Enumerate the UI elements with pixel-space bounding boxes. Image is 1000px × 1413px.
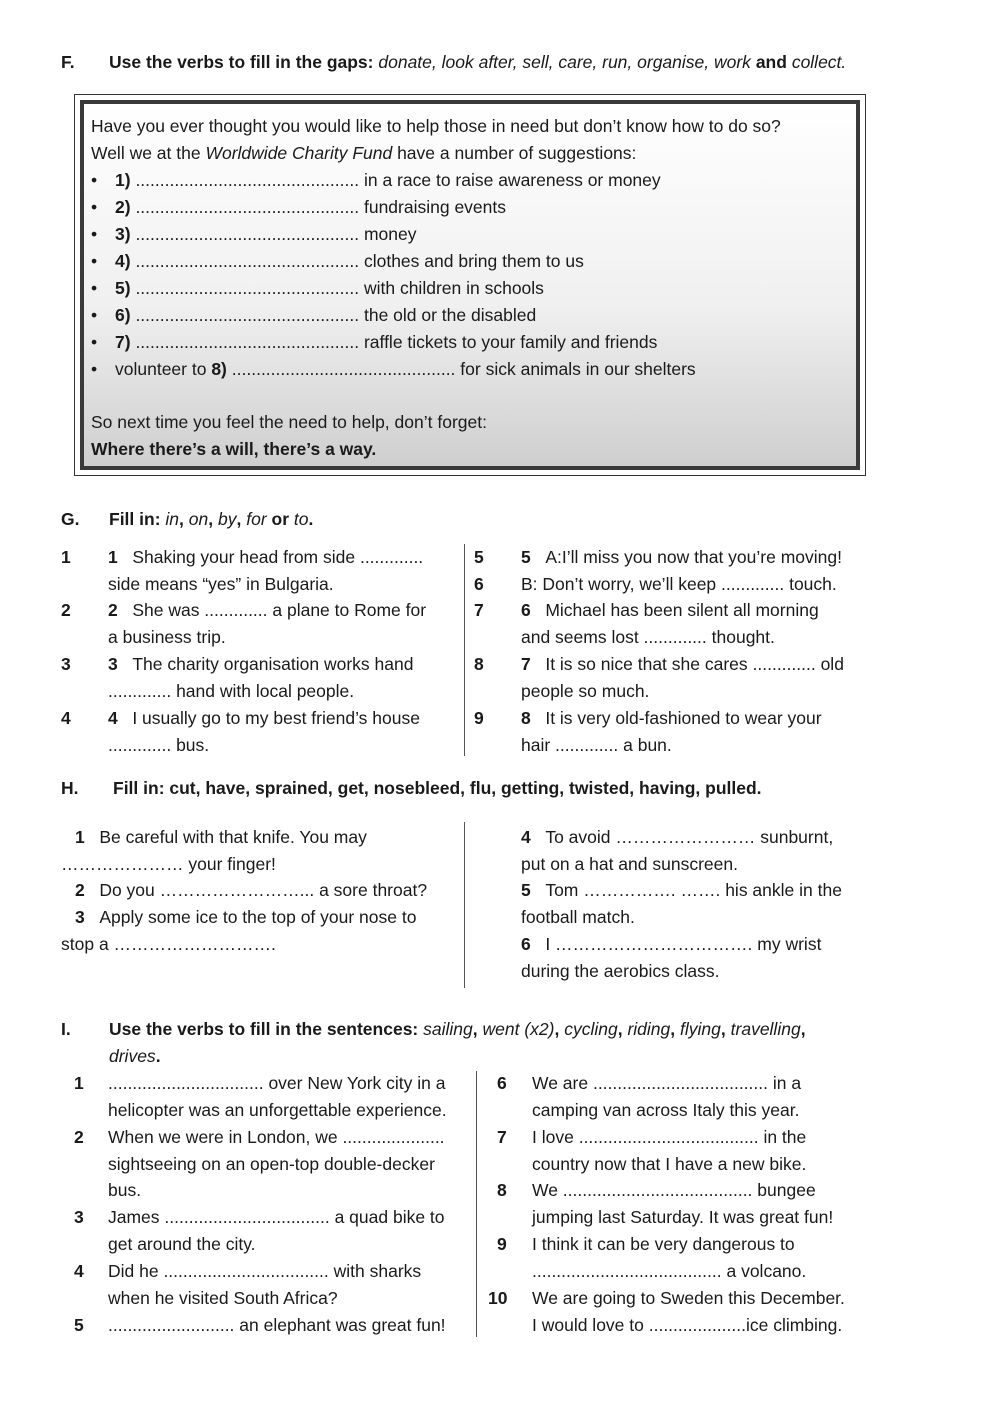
g-outer-number: 1 bbox=[61, 547, 71, 567]
g-item-number: 1 bbox=[108, 547, 118, 567]
h-item-text: Apply some ice to the top of your nose to bbox=[99, 907, 417, 927]
bullet-icon: • bbox=[91, 251, 98, 271]
g-item-5-line-2: B: Don’t worry, we’ll keep ............. touch. bbox=[521, 574, 837, 594]
gap-item-text: in a race to raise awareness or money bbox=[363, 170, 661, 190]
i-item-4-line-1: Did he .................................. with sharks bbox=[108, 1261, 422, 1281]
bullet-icon: • bbox=[91, 359, 98, 379]
g-item-text: I usually go to my best friend’s house bbox=[132, 708, 420, 728]
i-item-number: 8 bbox=[497, 1180, 507, 1200]
g-item-8-line-2: hair ............. a bun. bbox=[521, 735, 672, 755]
charity-intro-suffix: have a number of suggestions: bbox=[397, 143, 637, 163]
i-item-1-line-2: helicopter was an unforgettable experience. bbox=[108, 1100, 447, 1120]
i-item-4-line-2: when he visited South Africa? bbox=[108, 1288, 338, 1308]
h-item-text: To avoid …………………… sunburnt, bbox=[545, 827, 834, 847]
i-item-5-line-1: .......................... an elephant was great fun! bbox=[108, 1315, 446, 1335]
h-item-text: Tom ……………. ……. his ankle in the bbox=[545, 880, 842, 900]
i-item-8-line-1: We ....................................... bungee bbox=[532, 1180, 816, 1200]
section-i-separator: , bbox=[800, 1019, 806, 1039]
g-item-4-line-1 bbox=[108, 705, 420, 732]
g-item-number: 7 bbox=[521, 654, 531, 674]
g-outer-number: 8 bbox=[474, 654, 484, 674]
gap-item-text: raffle tickets to your family and friends bbox=[363, 332, 658, 352]
section-i-separator: , bbox=[554, 1019, 560, 1039]
g-item-7-line-1 bbox=[521, 651, 844, 678]
g-item-number: 4 bbox=[108, 708, 118, 728]
i-item-8-line-2: jumping last Saturday. It was great fun! bbox=[532, 1207, 834, 1227]
charity-intro-line-2 bbox=[91, 140, 636, 167]
h-item-2-line-1 bbox=[75, 877, 427, 904]
g-item-5-line-1 bbox=[521, 544, 842, 571]
section-g-separator: , bbox=[179, 509, 184, 529]
h-item-1-line-1 bbox=[75, 824, 367, 851]
charity-closing-line: So next time you feel the need to help, don’t forget: bbox=[91, 412, 487, 432]
bullet-icon: • bbox=[91, 278, 98, 298]
section-g-separator: , bbox=[236, 509, 242, 529]
section-f-verbs: donate, look after, sell, care, run, organise, work bbox=[378, 52, 751, 72]
g-item-1-line-1 bbox=[108, 544, 423, 571]
section-i-label: Use the verbs to fill in the sentences: bbox=[109, 1019, 419, 1039]
g-item-text: She was ............. a plane to Rome for bbox=[132, 600, 427, 620]
g-outer-number: 3 bbox=[61, 654, 71, 674]
h-item-6-line-2: during the aerobics class. bbox=[521, 961, 720, 981]
g-outer-number: 7 bbox=[474, 600, 484, 620]
column-divider bbox=[476, 1071, 477, 1337]
gap-item-number: 1) bbox=[115, 170, 131, 190]
h-item-text: Be careful with that knife. You may bbox=[99, 827, 367, 847]
gap-item-blank: .............................................. bbox=[135, 197, 360, 217]
gap-item-text: the old or the disabled bbox=[363, 305, 537, 325]
g-item-text: Shaking your head from side ............. bbox=[132, 547, 424, 567]
g-outer-number: 4 bbox=[61, 708, 71, 728]
h-item-text: Do you ……………………... a sore throat? bbox=[99, 880, 428, 900]
g-item-text: It is very old-fashioned to wear your bbox=[545, 708, 822, 728]
h-item-number: 6 bbox=[521, 934, 531, 954]
g-item-number: 3 bbox=[108, 654, 118, 674]
g-outer-number: 5 bbox=[474, 547, 484, 567]
h-item-number: 1 bbox=[75, 827, 85, 847]
i-item-number: 9 bbox=[497, 1234, 507, 1254]
g-item-2-line-2: a business trip. bbox=[108, 627, 226, 647]
h-item-3-line-1 bbox=[75, 904, 416, 931]
g-item-number: 8 bbox=[521, 708, 531, 728]
gap-item-number: 5) bbox=[115, 278, 131, 298]
g-item-3-line-2: ............. hand with local people. bbox=[108, 681, 355, 701]
section-i-verb: went (x2) bbox=[482, 1019, 555, 1039]
section-g-or: or bbox=[271, 509, 290, 529]
i-item-number: 10 bbox=[488, 1288, 508, 1308]
column-divider bbox=[464, 822, 465, 988]
section-i-verb: riding bbox=[627, 1019, 671, 1039]
gap-item-blank: .............................................. bbox=[135, 170, 360, 190]
i-item-7-line-2: country now that I have a new bike. bbox=[532, 1154, 807, 1174]
h-item-5-line-2: football match. bbox=[521, 907, 635, 927]
column-divider bbox=[464, 544, 465, 756]
gap-item-blank: .............................................. bbox=[135, 224, 360, 244]
h-item-number: 4 bbox=[521, 827, 531, 847]
gap-item-number: 3) bbox=[115, 224, 131, 244]
g-item-text: Michael has been silent all morning bbox=[545, 600, 819, 620]
i-item-6-line-2: camping van across Italy this year. bbox=[532, 1100, 800, 1120]
gap-item-number: 7) bbox=[115, 332, 131, 352]
g-item-number: 6 bbox=[521, 600, 531, 620]
gap-item-text: fundraising events bbox=[363, 197, 507, 217]
h-item-number: 5 bbox=[521, 880, 531, 900]
bullet-icon: • bbox=[91, 332, 98, 352]
section-i-verb: cycling bbox=[564, 1019, 618, 1039]
section-g-last-option: to bbox=[293, 509, 309, 529]
gap-item-blank: .............................................. bbox=[135, 305, 360, 325]
h-item-number: 3 bbox=[75, 907, 85, 927]
i-item-1-line-1: ................................ over New York city in a bbox=[108, 1073, 446, 1093]
i-item-3-line-1: James .................................. a quad bike to bbox=[108, 1207, 445, 1227]
section-g-letter: G. bbox=[61, 509, 80, 529]
section-g-option: for bbox=[246, 509, 267, 529]
section-h-letter: H. bbox=[61, 778, 79, 798]
g-item-text: The charity organisation works hand bbox=[132, 654, 414, 674]
g-item-number: 2 bbox=[108, 600, 118, 620]
h-item-text: I ……………………………. my wrist bbox=[545, 934, 822, 954]
g-item-1-line-2: side means “yes” in Bulgaria. bbox=[108, 574, 334, 594]
section-i-heading-line-2 bbox=[109, 1046, 161, 1067]
section-i-heading bbox=[61, 1019, 961, 1043]
section-g-option: on bbox=[188, 509, 209, 529]
h-item-number: 2 bbox=[75, 880, 85, 900]
i-item-2-line-3: bus. bbox=[108, 1180, 142, 1200]
i-item-9-line-1: I think it can be very dangerous to bbox=[532, 1234, 795, 1254]
section-i-period: . bbox=[155, 1046, 161, 1066]
i-item-2-line-2: sightseeing on an open-top double-decker bbox=[108, 1154, 435, 1174]
section-i-verb: travelling bbox=[730, 1019, 801, 1039]
section-g-option: by bbox=[218, 509, 237, 529]
bullet-icon: • bbox=[91, 197, 98, 217]
bullet-icon: • bbox=[91, 224, 98, 244]
h-item-4-line-2: put on a hat and sunscreen. bbox=[521, 854, 738, 874]
section-i-separator: , bbox=[617, 1019, 623, 1039]
g-item-6-line-2: and seems lost ............. thought. bbox=[521, 627, 775, 647]
charity-intro-line-1: Have you ever thought you would like to help those in need but don’t know how to do so? bbox=[91, 116, 781, 136]
gap-item-blank: .............................................. bbox=[135, 251, 360, 271]
gap-item-blank: .............................................. bbox=[135, 278, 360, 298]
h-item-3-line-2: stop a ………………………. bbox=[61, 934, 276, 954]
g-item-7-line-2: people so much. bbox=[521, 681, 650, 701]
section-h-instruction: Fill in: cut, have, sprained, get, nosebleed, flu, getting, twisted, having, pulled. bbox=[113, 778, 762, 798]
i-item-number: 3 bbox=[74, 1207, 84, 1227]
charity-motto: Where there’s a will, there’s a way. bbox=[91, 439, 377, 459]
gap-item-number: 2) bbox=[115, 197, 131, 217]
i-item-number: 4 bbox=[74, 1261, 84, 1281]
g-item-number: 5 bbox=[521, 547, 531, 567]
i-item-number: 6 bbox=[497, 1073, 507, 1093]
g-item-6-line-1 bbox=[521, 597, 819, 624]
gap-item-number: 4) bbox=[115, 251, 131, 271]
i-item-3-line-2: get around the city. bbox=[108, 1234, 256, 1254]
gap-item-blank: .............................................. bbox=[231, 359, 456, 379]
i-item-number: 7 bbox=[497, 1127, 507, 1147]
h-item-5-line-1 bbox=[521, 877, 842, 904]
i-item-10-line-1: We are going to Sweden this December. bbox=[532, 1288, 845, 1308]
section-i-verb: flying bbox=[680, 1019, 721, 1039]
section-g-period: . bbox=[308, 509, 314, 529]
section-f-letter: F. bbox=[61, 52, 75, 72]
section-f-heading bbox=[61, 52, 961, 76]
section-f-and: and bbox=[755, 52, 787, 72]
i-item-number: 5 bbox=[74, 1315, 84, 1335]
charity-fund-name: Worldwide Charity Fund bbox=[205, 143, 393, 163]
i-item-9-line-2: ....................................... a volcano. bbox=[532, 1261, 807, 1281]
g-item-text: It is so nice that she cares ............. old bbox=[545, 654, 844, 674]
section-i-separator: , bbox=[720, 1019, 726, 1039]
g-outer-number: 6 bbox=[474, 574, 484, 594]
section-g-option: in bbox=[165, 509, 180, 529]
section-f-instruction-label: Use the verbs to fill in the gaps: bbox=[109, 52, 374, 72]
h-item-6-line-1 bbox=[521, 931, 821, 958]
bullet-icon: • bbox=[91, 170, 98, 190]
gap-item-prefix: volunteer to bbox=[115, 359, 207, 379]
gap-item-text: money bbox=[363, 224, 417, 244]
g-outer-number: 2 bbox=[61, 600, 71, 620]
gap-item-number: 6) bbox=[115, 305, 131, 325]
i-item-7-line-1: I love ..................................... in the bbox=[532, 1127, 807, 1147]
section-g-separator: , bbox=[208, 509, 214, 529]
section-i-separator: , bbox=[670, 1019, 676, 1039]
g-item-2-line-1 bbox=[108, 597, 426, 624]
h-item-1-line-2: ………………… your finger! bbox=[61, 854, 276, 874]
section-f-last-verb: collect. bbox=[791, 52, 847, 72]
section-i-separator: , bbox=[472, 1019, 478, 1039]
g-item-4-line-2: ............. bus. bbox=[108, 735, 210, 755]
gap-item-text: for sick animals in our shelters bbox=[460, 359, 696, 379]
gap-item-blank: .............................................. bbox=[135, 332, 360, 352]
g-item-8-line-1 bbox=[521, 705, 822, 732]
bullet-icon: • bbox=[91, 305, 98, 325]
i-item-2-line-1: When we were in London, we ..................... bbox=[108, 1127, 445, 1147]
gap-item-text: with children in schools bbox=[363, 278, 544, 298]
g-item-3-line-1 bbox=[108, 651, 413, 678]
section-i-last-verb: drives bbox=[109, 1046, 156, 1066]
g-outer-number: 9 bbox=[474, 708, 484, 728]
charity-intro-prefix: Well we at the bbox=[91, 143, 201, 163]
i-item-number: 1 bbox=[74, 1073, 84, 1093]
section-h-heading bbox=[61, 778, 961, 802]
section-i-letter: I. bbox=[61, 1019, 71, 1039]
section-g-heading bbox=[61, 509, 661, 533]
i-item-10-line-2: I would love to ....................ice climbing. bbox=[532, 1315, 843, 1335]
i-item-6-line-1: We are .................................... in a bbox=[532, 1073, 802, 1093]
i-item-number: 2 bbox=[74, 1127, 84, 1147]
h-item-4-line-1 bbox=[521, 824, 833, 851]
section-g-label: Fill in: bbox=[109, 509, 161, 529]
gap-item-number: 8) bbox=[211, 359, 227, 379]
section-i-verb: sailing bbox=[423, 1019, 473, 1039]
g-item-text: A:I’ll miss you now that you’re moving! bbox=[545, 547, 842, 567]
gap-item-text: clothes and bring them to us bbox=[363, 251, 584, 271]
